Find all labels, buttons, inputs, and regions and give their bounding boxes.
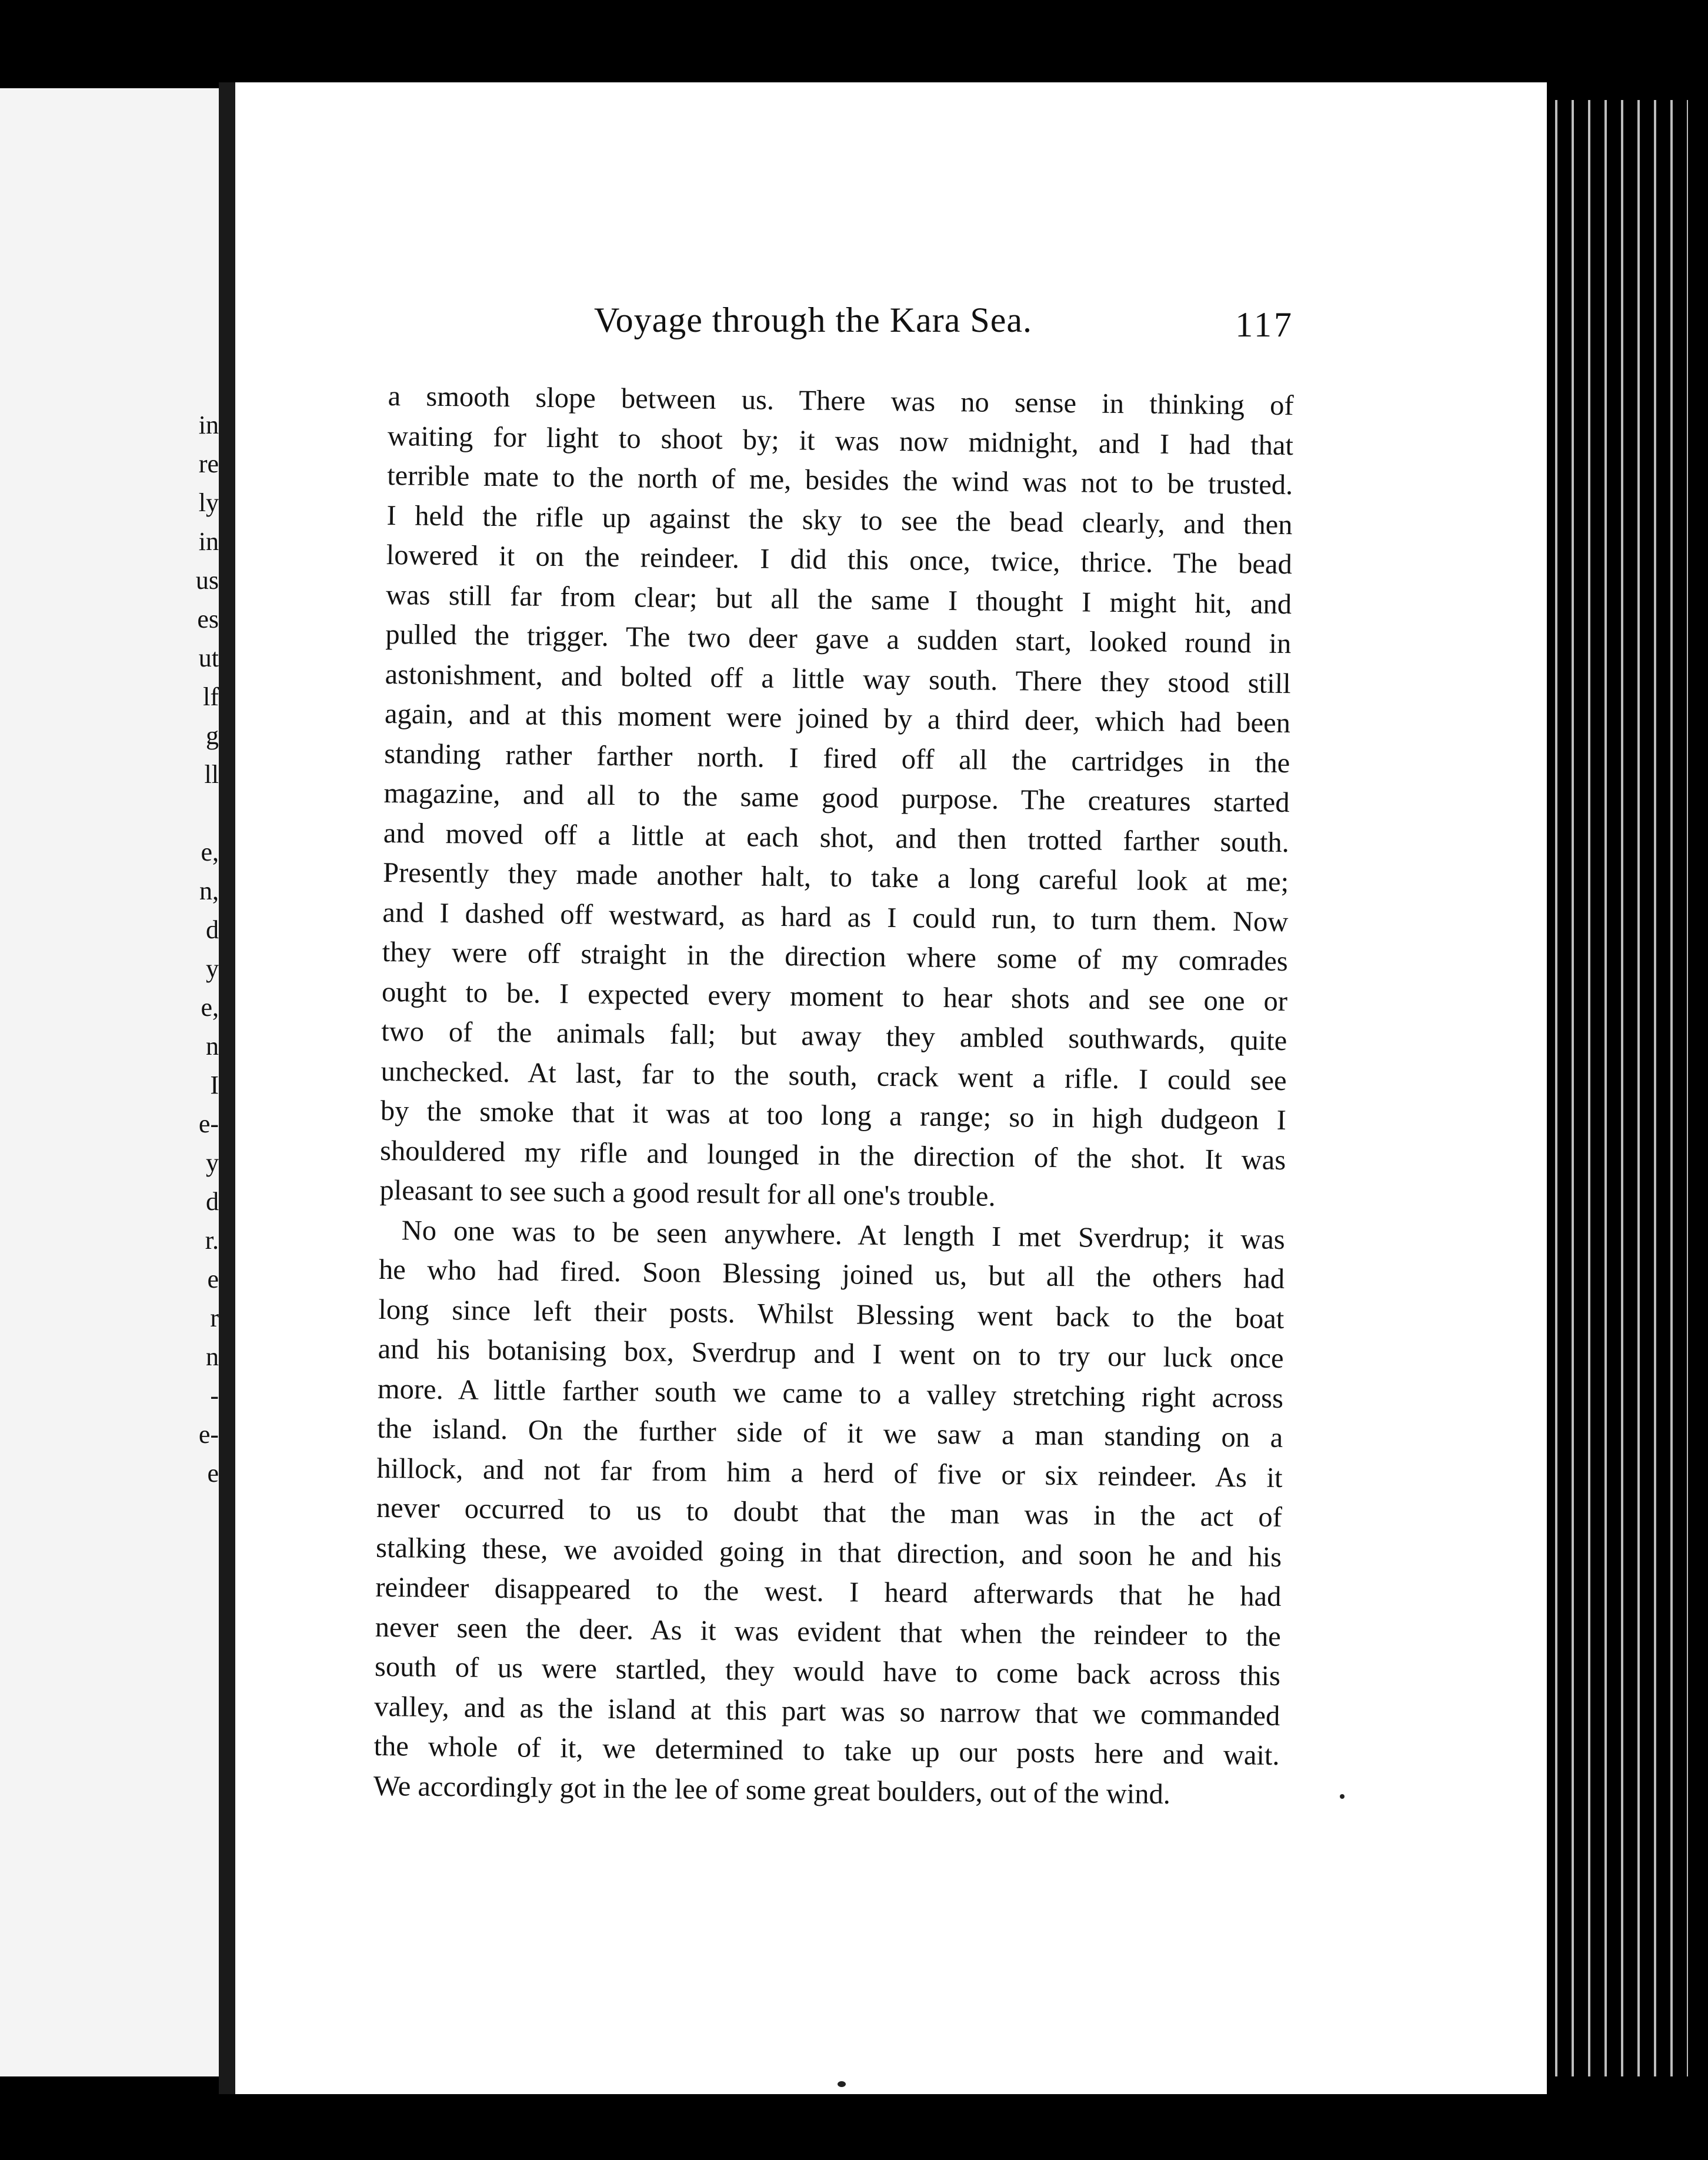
text-line: ought to be. I expected every moment to hear shots and see one or xyxy=(381,976,1288,1017)
text-line: stalking these, we avoided going in that direction, and soon he and his xyxy=(375,1532,1282,1573)
text-line: and moved off a little at each shot, and then trotted farther south. xyxy=(383,817,1290,858)
text-line: terrible mate to the north of me, besides the wind was not to be trusted. xyxy=(386,459,1293,501)
text-line: never seen the deer. As it was evident that when the reindeer to the xyxy=(375,1611,1281,1652)
facing-page-fragment: e xyxy=(207,1459,219,1488)
facing-page-fragment: e xyxy=(207,1265,219,1294)
facing-page-fragment: n xyxy=(206,1032,219,1061)
book-gutter xyxy=(219,82,235,2094)
facing-page-fragment: e- xyxy=(198,1109,219,1138)
text-line: and his botanising box, Sverdrup and I went on to try our luck once xyxy=(378,1333,1284,1375)
facing-page-fragment: e, xyxy=(201,838,219,866)
facing-page-fragment: I xyxy=(210,1071,219,1099)
text-line: pulled the trigger. The two deer gave a sudden start, looked round in xyxy=(385,618,1292,660)
text-line: the whole of it, we determined to take up our posts here and wait. xyxy=(373,1730,1280,1771)
text-line: waiting for light to shoot by; it was now midnight, and I had that xyxy=(387,420,1294,461)
text-line: astonishment, and bolted off a little way south. There they stood still xyxy=(385,658,1291,699)
text-line: We accordingly got in the lee of some great boulders, out of the wind. xyxy=(373,1770,1171,1810)
facing-page-fragment: ll xyxy=(204,760,219,789)
facing-page-fragment xyxy=(148,794,219,833)
page-header xyxy=(594,300,1300,371)
text-line: was still far from clear; but all the same I thought I might hit, and xyxy=(385,579,1292,620)
facing-page-fragment: - xyxy=(210,1381,219,1410)
running-title: Voyage through the Kara Sea. xyxy=(594,301,1033,339)
facing-page-fragment: d xyxy=(206,915,219,944)
text-line: unchecked. At last, far to the south, crack went a rifle. I could see xyxy=(381,1055,1287,1096)
facing-page-text-fragments xyxy=(148,406,219,1493)
paragraph xyxy=(373,1210,1286,1815)
facing-page xyxy=(0,88,219,2076)
text-line: lowered it on the reindeer. I did this once, twice, thrice. The bead xyxy=(386,539,1293,581)
facing-page-fragment: g xyxy=(206,721,219,750)
text-line: hillock, and not far from him a herd of five or six reindeer. As it xyxy=(376,1452,1283,1494)
facing-page-fragment: r xyxy=(210,1304,219,1332)
text-line: long since left their posts. Whilst Blessing went back to the boat xyxy=(378,1294,1285,1335)
text-line: pleasant to see such a good result for all one's trouble. xyxy=(379,1174,996,1212)
text-line: south of us were startled, they would have to come back across this xyxy=(374,1651,1281,1692)
facing-page-fragment: re xyxy=(198,449,219,478)
text-line: reindeer disappeared to the west. I heard afterwards that he had xyxy=(375,1571,1282,1613)
facing-page-fragment: y xyxy=(206,1148,219,1177)
facing-page-fragment: n, xyxy=(199,876,219,905)
facing-page-fragment: e, xyxy=(201,993,219,1022)
facing-page-fragment: ly xyxy=(198,488,219,517)
page-number: 117 xyxy=(1235,305,1294,344)
text-line: two of the animals fall; but away they ambled southwards, quite xyxy=(381,1015,1287,1057)
text-line: he who had fired. Soon Blessing joined us, but all the others had xyxy=(378,1254,1285,1295)
text-line: by the smoke that it was at too long a range; so in high dudgeon I xyxy=(380,1095,1287,1136)
text-line: they were off straight in the direction where some of my comrades xyxy=(382,936,1288,978)
facing-page-fragment: d xyxy=(206,1187,219,1216)
ink-speck xyxy=(1340,1794,1345,1799)
facing-page-fragment: e- xyxy=(198,1420,219,1449)
facing-page-fragment: y xyxy=(206,954,219,983)
facing-page-fragment: n xyxy=(206,1342,219,1371)
text-line: shouldered my rifle and lounged in the direction of the shot. It was xyxy=(379,1135,1286,1176)
facing-page-fragment: us xyxy=(195,566,219,595)
facing-page-fragment: r. xyxy=(205,1226,219,1255)
body-text xyxy=(373,376,1294,1815)
text-line: never occurred to us to doubt that the man was in the act of xyxy=(376,1492,1283,1534)
text-line: Presently they made another halt, to take a long careful look at me; xyxy=(382,856,1289,898)
text-line: standing rather farther north. I fired off all the cartridges in the xyxy=(384,738,1290,779)
text-line: more. A little farther south we came to a valley stretching right across xyxy=(377,1373,1284,1414)
text-line: I held the rifle up against the sky to see the bead clearly, and then xyxy=(386,499,1293,541)
facing-page-fragment: lf xyxy=(203,682,219,711)
text-line: valley, and as the island at this part was so narrow that we commanded xyxy=(374,1691,1280,1732)
text-line: No one was to be seen anywhere. At length I met Sverdrup; it was xyxy=(401,1214,1285,1255)
text-line: a smooth slope between us. There was no sense in thinking of xyxy=(388,380,1294,422)
text-line: magazine, and all to the same good purpose. The creatures started xyxy=(383,777,1290,819)
facing-page-fragment: ut xyxy=(198,644,219,672)
text-line: the island. On the further side of it we saw a man standing on a xyxy=(376,1412,1283,1454)
paragraph xyxy=(379,376,1294,1220)
facing-page-fragment: in xyxy=(198,411,219,439)
facing-page-fragment: es xyxy=(197,605,219,634)
page-edges xyxy=(1547,100,1688,2076)
facing-page-fragment: in xyxy=(198,527,219,556)
ink-speck xyxy=(838,2081,846,2087)
text-line: and I dashed off westward, as hard as I could run, to turn them. Now xyxy=(382,896,1289,938)
text-line: again, and at this moment were joined by a third deer, which had been xyxy=(384,698,1291,739)
